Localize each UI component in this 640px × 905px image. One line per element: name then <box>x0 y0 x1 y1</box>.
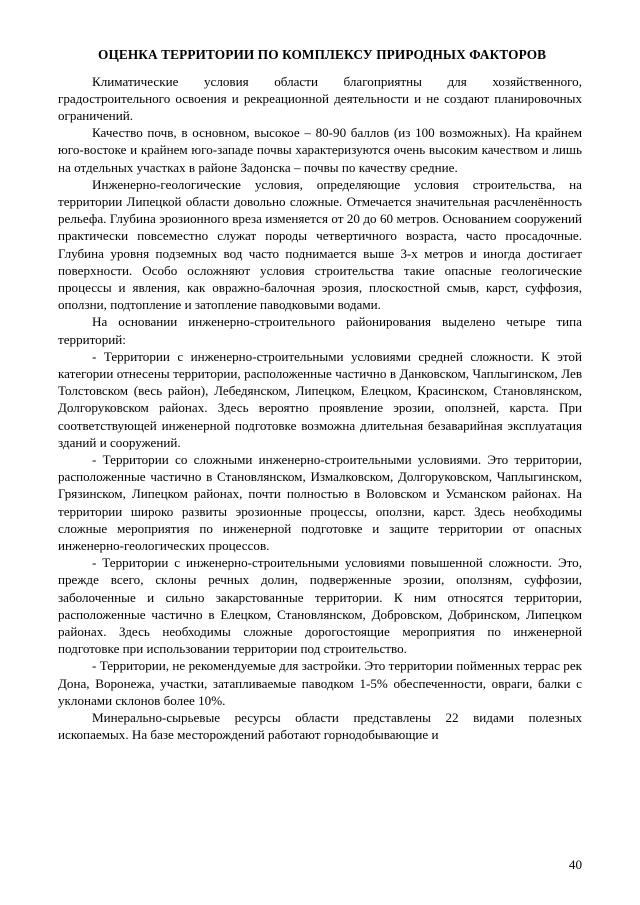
paragraph: - Территории с инженерно-строительными условиями средней сложности. К этой категории отнесены территории, расположенные частично в Данковском, Чаплыгинском, Лев Толстовском (весь район), Лебедянском, Липецком, Елецком, Красинском, Становлянском, Долгоруковском районах. Здесь вероятно проявление эрозии, оползней, карста. При соответствующей инженерной подготовке возможна длительная безаварийная эксплуатация зданий и сооружений. <box>58 348 582 450</box>
paragraph: Минерально-сырьевые ресурсы области представлены 22 видами полезных ископаемых. На базе месторождений работают горнодобывающие и <box>58 710 582 743</box>
paragraph: Инженерно-геологические условия, определяющие условия строительства, на территории Липецкой области довольно сложные. Отмечается значительная расчленённость рельефа. Глубина эрозионного вреза изменяется от 20 до 60 метров. Основанием сооружений практически повсеместно служат породы четвертичного возраста, часто просадочные. Глубина уровня подземных вод часто поднимается выше 3-х метров и иногда достигает поверхности. Особо осложняют условия строительства такие опасные геологические процессы и явления, как овражно-балочная эрозия, плоскостной смыв, карст, суффозия, оползни, подтопление и затопление паводковыми водами. <box>58 176 582 313</box>
paragraph: Качество почв, в основном, высокое – 80-90 баллов (из 100 возможных). На крайнем юго-востоке и крайнем юго-западе почвы характеризуются очень высоким качеством и лишь на отдельных участках в районе Задонска – почвы по качеству средние. <box>58 125 582 175</box>
paragraph: - Территории, не рекомендуемые для застройки. Это территории пойменных террас рек Дона, Воронежа, участки, затапливаемые паводком 1-5% обеспеченности, овраги, балки с уклонами склонов более 10%. <box>58 658 582 708</box>
page-title: ОЦЕНКА ТЕРРИТОРИИ ПО КОМПЛЕКСУ ПРИРОДНЫХ ФАКТОРОВ <box>98 47 547 62</box>
paragraph: На основании инженерно-строительного районирования выделено четыре типа территорий: <box>58 314 582 347</box>
paragraph: Климатические условия области благоприятны для хозяйственного, градостроительного освоения и рекреационной деятельности и не создают планировочных ограничений. <box>58 73 582 123</box>
paragraph: - Территории с инженерно-строительными условиями повышенной сложности. Это, прежде всего, склоны речных долин, подверженные эрозии, оползням, суффозии, заболоченные и сильно закарстованные территории. К ним относятся территории, расположенные частично в Елецком, Становлянском, Добровском, Добринском, Липецком районах. Здесь необходимы сложные дорогостоящие мероприятия по инженерной подготовке при использовании территории под строительство. <box>58 555 582 657</box>
page-number: 40 <box>568 856 582 872</box>
paragraph: - Территории со сложными инженерно-строительными условиями. Это территории, расположенные частично в Становлянском, Измалковском, Долгоруковском, Чаплыгинском, Грязинском, Липецком районах, почти полностью в Воловском и Усманском районах. На территории широко развиты эрозионные процессы, оползни, карст. Здесь необходимы сложные мероприятия по инженерной подготовке и защите территории от опасных инженерно-геологических процессов. <box>58 452 582 554</box>
